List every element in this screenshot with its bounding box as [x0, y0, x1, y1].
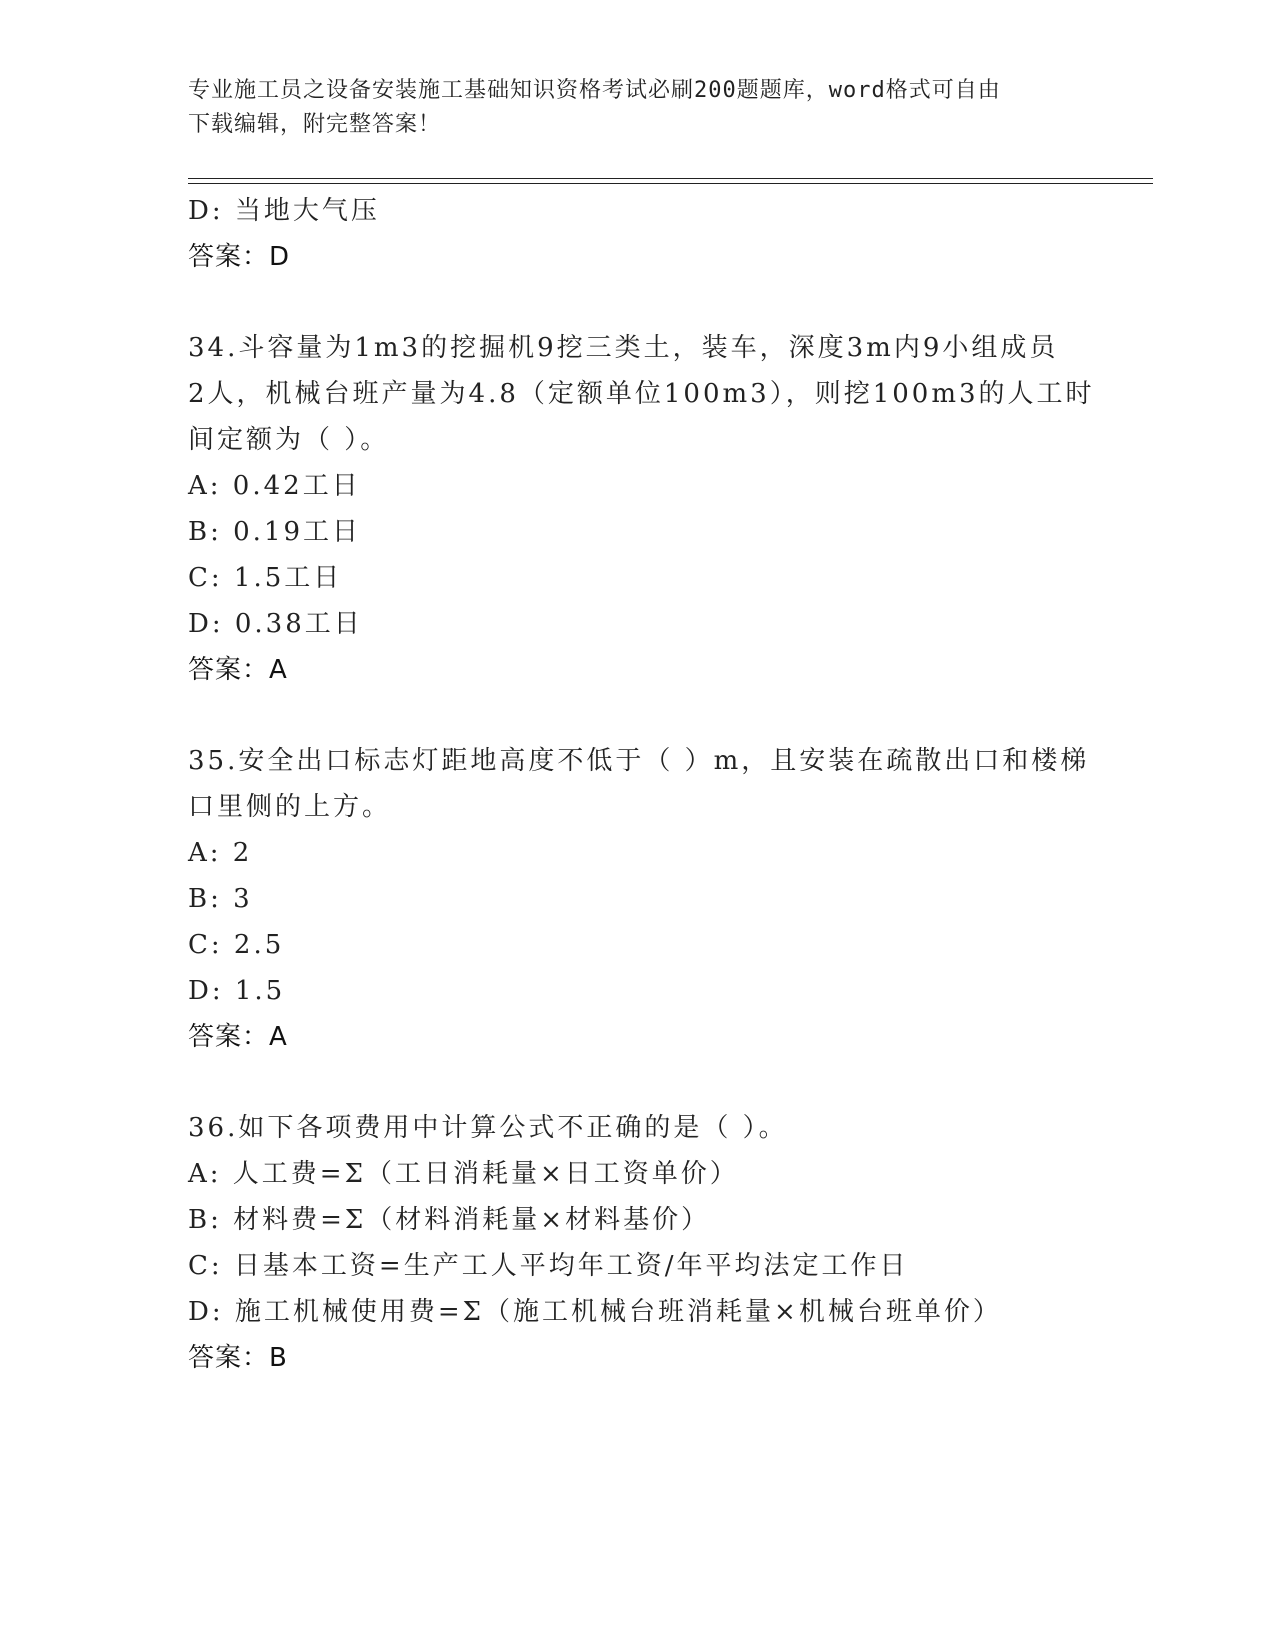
answer-line: 答案：D — [188, 242, 291, 272]
answer-line: 答案：A — [188, 655, 288, 685]
option-d: D: 施工机械使用费=Σ（施工机械台班消耗量×机械台班单价） — [188, 1297, 1002, 1327]
question-36 — [188, 1105, 1088, 1381]
question-35 — [188, 738, 1088, 1060]
question-text-line: 34.斗容量为1m3的挖掘机9挖三类土，装车，深度3m内9小组成员 — [188, 333, 1059, 363]
option-c: C: 日基本工资=生产工人平均年工资/年平均法定工作日 — [188, 1251, 909, 1281]
document-body — [188, 188, 1095, 1381]
option-d: D: 1.5 — [188, 976, 286, 1006]
header-line-1: 专业施工员之设备安装施工基础知识资格考试必刷200题题库，word格式可自由 — [188, 78, 1001, 103]
answer-line: 答案：B — [188, 1343, 288, 1373]
option-b: B: 3 — [188, 884, 253, 914]
answer-line: 答案：A — [188, 1022, 288, 1052]
document-header — [188, 74, 1088, 142]
header-divider-top — [188, 178, 1153, 179]
option-d: D: 当地大气压 — [188, 196, 380, 226]
previous-question-tail — [188, 188, 1088, 280]
option-b: B: 材料费=Σ（材料消耗量×材料基价） — [188, 1205, 711, 1235]
question-text-line: 口里侧的上方。 — [188, 792, 392, 822]
header-divider-bottom — [188, 183, 1153, 184]
header-line-2: 下载编辑，附完整答案！ — [188, 112, 442, 137]
option-a: A: 0.42工日 — [188, 471, 361, 501]
option-a: A: 人工费=Σ（工日消耗量×日工资单价） — [188, 1159, 739, 1189]
option-c: C: 1.5工日 — [188, 563, 343, 593]
question-text-line: 间定额为（ ）。 — [188, 425, 390, 455]
option-c: C: 2.5 — [188, 930, 285, 960]
option-d: D: 0.38工日 — [188, 609, 363, 639]
option-b: B: 0.19工日 — [188, 517, 362, 547]
question-34 — [188, 325, 1095, 693]
question-text-line: 35.安全出口标志灯距地高度不低于（ ）m，且安装在疏散出口和楼梯 — [188, 746, 1090, 776]
option-a: A: 2 — [188, 838, 253, 868]
question-text-line: 36.如下各项费用中计算公式不正确的是（ ）。 — [188, 1113, 788, 1143]
question-text-line: 2人，机械台班产量为4.8（定额单位100m3），则挖100m3的人工时 — [188, 379, 1095, 409]
